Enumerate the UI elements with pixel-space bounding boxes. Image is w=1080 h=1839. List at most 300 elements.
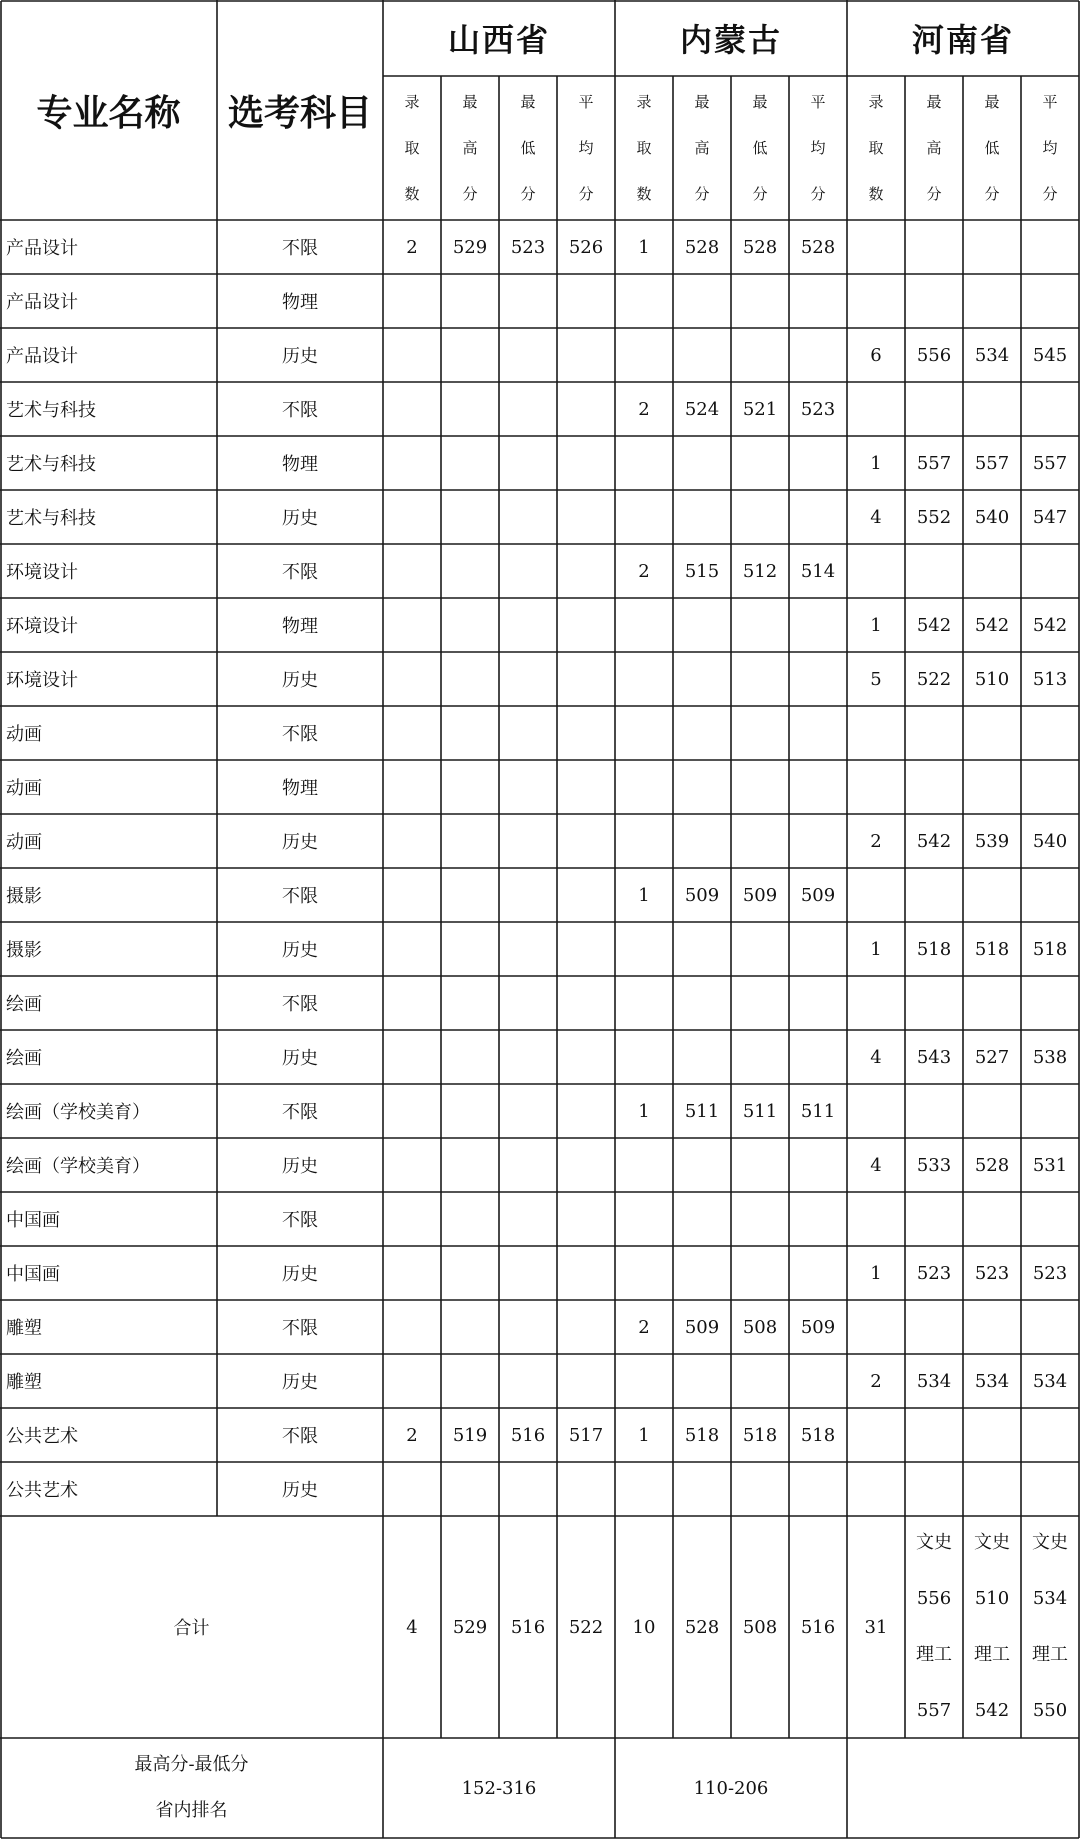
score-cell [557,1246,615,1300]
subcol-header-char: 取 [868,139,884,157]
score-cell [847,1084,905,1138]
subcol-header-char: 均 [1042,139,1058,157]
subject-cell: 不限 [282,1210,318,1231]
score-cell: 510 [974,668,1010,690]
score-cell [1021,1462,1079,1516]
major-cell: 绘画（学校美育） [6,1102,150,1123]
score-cell [383,976,441,1030]
major-cell: 艺术与科技 [6,508,96,529]
total-neimenggu-cell: 528 [684,1616,720,1638]
major-cell: 雕塑 [6,1372,42,1393]
score-cell [1021,976,1079,1030]
score-cell [383,814,441,868]
score-cell [383,760,441,814]
score-cell [441,1138,499,1192]
subject-cell: 历史 [282,670,318,691]
score-cell [963,1408,1021,1462]
major-cell: 产品设计 [6,346,78,367]
score-cell [557,382,615,436]
total-henan-count: 31 [864,1616,888,1638]
score-cell [789,706,847,760]
score-cell [673,1246,731,1300]
score-cell [789,1192,847,1246]
score-cell [557,544,615,598]
total-henan-split-line: 542 [974,1700,1010,1721]
score-cell [789,814,847,868]
score-cell: 521 [742,398,778,420]
total-henan-split-line: 文史 [974,1532,1010,1553]
score-cell: 1 [638,1100,650,1122]
major-cell: 绘画 [6,994,42,1015]
score-cell [499,544,557,598]
score-cell [557,490,615,544]
score-cell [847,544,905,598]
subject-cell: 历史 [282,1156,318,1177]
score-cell: 534 [974,344,1010,366]
score-cell [731,976,789,1030]
score-cell [905,1084,963,1138]
score-cell [383,598,441,652]
subcol-header [847,76,905,220]
score-cell [789,436,847,490]
score-cell [847,1192,905,1246]
subcol-header [557,76,615,220]
subcol-header-char: 分 [926,185,942,203]
score-cell [731,1354,789,1408]
score-cell [499,652,557,706]
score-cell: 508 [742,1316,778,1338]
major-cell: 摄影 [6,886,42,907]
score-cell: 5 [870,668,882,690]
score-cell [615,1462,673,1516]
score-cell [1021,760,1079,814]
total-henan-split-line: 556 [916,1588,952,1609]
province-header-shanxi: 山西省 [447,21,550,59]
score-cell [557,760,615,814]
score-cell [557,598,615,652]
score-cell [731,490,789,544]
score-cell [383,1138,441,1192]
total-henan-split-line: 557 [916,1700,952,1721]
score-cell [557,1138,615,1192]
score-cell: 539 [974,830,1010,852]
score-cell [847,868,905,922]
major-header: 专业名称 [36,92,181,134]
subject-cell: 历史 [282,1480,318,1501]
total-neimenggu-cell: 508 [742,1616,778,1638]
score-cell [963,274,1021,328]
subcol-header-char: 高 [462,139,478,157]
score-cell [441,1192,499,1246]
score-cell [557,1300,615,1354]
score-cell [731,1192,789,1246]
score-cell [963,706,1021,760]
score-cell [441,1462,499,1516]
score-cell [499,760,557,814]
score-cell [557,274,615,328]
score-cell [441,652,499,706]
score-cell [673,760,731,814]
score-cell: 1 [870,938,882,960]
score-cell: 511 [800,1100,836,1122]
total-shanxi-cell: 4 [406,1616,418,1638]
score-cell [673,274,731,328]
subcol-header-char: 录 [636,93,652,111]
subcol-header-char: 分 [520,185,536,203]
score-cell [731,1138,789,1192]
score-cell [963,544,1021,598]
score-cell [963,382,1021,436]
score-cell [557,868,615,922]
subject-cell: 历史 [282,1264,318,1285]
subject-cell: 历史 [282,508,318,529]
score-cell: 1 [870,614,882,636]
score-cell: 534 [916,1370,952,1392]
score-cell: 518 [916,938,952,960]
rank-label [0,1738,383,1838]
score-cell: 523 [916,1262,952,1284]
score-cell [1021,274,1079,328]
score-cell [441,274,499,328]
score-cell [673,490,731,544]
major-cell: 动画 [6,778,42,799]
score-cell [557,436,615,490]
total-henan-split-line: 理工 [1032,1644,1068,1665]
score-cell: 518 [742,1424,778,1446]
score-cell [847,976,905,1030]
total-henan-split-line: 理工 [974,1644,1010,1665]
score-cell: 1 [638,1424,650,1446]
score-cell [963,868,1021,922]
score-cell [383,274,441,328]
total-henan-split-line: 534 [1032,1588,1068,1609]
score-cell [383,544,441,598]
rank-shanxi: 152-316 [461,1777,537,1799]
subcol-header [731,76,789,220]
subject-cell: 历史 [282,832,318,853]
score-cell [499,1030,557,1084]
score-cell [731,1030,789,1084]
score-cell: 523 [510,236,546,258]
score-cell [557,706,615,760]
major-cell: 公共艺术 [6,1426,78,1447]
total-henan-split-line: 理工 [916,1644,952,1665]
subject-cell: 物理 [282,292,318,313]
score-cell [383,1030,441,1084]
score-cell: 509 [684,884,720,906]
score-cell: 540 [1032,830,1068,852]
score-cell [615,760,673,814]
score-cell [731,706,789,760]
subcol-header-char: 高 [926,139,942,157]
score-cell [789,328,847,382]
subject-cell: 不限 [282,1426,318,1447]
subject-cell: 不限 [282,400,318,421]
score-cell: 2 [870,1370,882,1392]
major-cell: 动画 [6,832,42,853]
score-cell: 538 [1032,1046,1068,1068]
major-cell: 动画 [6,724,42,745]
score-cell [557,922,615,976]
score-cell [499,1300,557,1354]
score-cell [383,922,441,976]
subcol-header-char: 低 [520,139,536,157]
total-shanxi-cell: 516 [510,1616,546,1638]
subcol-header [383,76,441,220]
score-cell [789,760,847,814]
subcol-header-char: 最 [520,93,536,111]
subcol-header-char: 数 [404,185,420,203]
score-cell [383,868,441,922]
score-cell [441,868,499,922]
score-cell [731,922,789,976]
score-cell: 2 [638,560,650,582]
score-cell [1021,544,1079,598]
score-cell: 534 [1032,1370,1068,1392]
score-cell: 529 [452,236,488,258]
score-cell: 545 [1032,344,1068,366]
score-cell: 542 [916,830,952,852]
score-cell [383,490,441,544]
score-cell [731,760,789,814]
score-cell: 552 [916,506,952,528]
score-cell [847,706,905,760]
score-cell [499,1354,557,1408]
score-cell [731,436,789,490]
score-cell: 511 [684,1100,720,1122]
major-cell: 环境设计 [6,670,78,691]
score-cell [615,706,673,760]
score-cell [615,1138,673,1192]
score-cell [1021,382,1079,436]
score-cell [615,490,673,544]
subject-cell: 不限 [282,1318,318,1339]
score-cell [673,1192,731,1246]
score-cell [1021,220,1079,274]
major-cell: 艺术与科技 [6,400,96,421]
score-cell: 4 [870,1154,882,1176]
score-cell [847,382,905,436]
score-cell [441,706,499,760]
total-henan-split-line: 510 [974,1588,1010,1609]
subject-cell: 不限 [282,886,318,907]
major-cell: 公共艺术 [6,1480,78,1501]
score-cell [673,814,731,868]
subcol-header-char: 分 [462,185,478,203]
score-cell: 2 [406,1424,418,1446]
score-cell [499,436,557,490]
score-cell [1021,868,1079,922]
score-cell [557,976,615,1030]
score-cell [789,1030,847,1084]
score-cell [789,1138,847,1192]
score-cell [1021,1300,1079,1354]
score-cell: 522 [916,668,952,690]
score-cell: 557 [1032,452,1068,474]
score-cell: 518 [974,938,1010,960]
total-shanxi-cell: 522 [568,1616,604,1638]
total-label: 合计 [173,1618,210,1639]
subject-cell: 不限 [282,724,318,745]
subcol-header-char: 平 [810,93,826,111]
subcol-header-char: 最 [926,93,942,111]
score-cell: 4 [870,506,882,528]
score-cell [441,490,499,544]
score-cell [789,598,847,652]
score-cell [383,1300,441,1354]
score-cell [1021,1408,1079,1462]
score-cell [499,706,557,760]
score-cell [673,1138,731,1192]
score-cell [847,1408,905,1462]
subcol-header [1021,76,1079,220]
score-cell [905,220,963,274]
subcol-header [963,76,1021,220]
score-cell [499,868,557,922]
subcol-header [789,76,847,220]
score-cell: 2 [406,236,418,258]
subcol-header [441,76,499,220]
score-cell [673,706,731,760]
score-cell [905,868,963,922]
score-cell [789,274,847,328]
score-cell [383,1462,441,1516]
subject-cell: 物理 [282,778,318,799]
score-cell [789,652,847,706]
score-cell [963,220,1021,274]
subcol-header-char: 高 [694,139,710,157]
score-cell: 534 [974,1370,1010,1392]
subcol-header-char: 取 [404,139,420,157]
total-henan-split-line: 文史 [1032,1532,1068,1553]
score-cell: 6 [870,344,882,366]
subcol-header [905,76,963,220]
score-cell [905,1462,963,1516]
score-cell [441,1354,499,1408]
score-cell [905,706,963,760]
province-header-neimenggu: 内蒙古 [679,21,782,59]
score-cell [615,1354,673,1408]
score-cell: 557 [916,452,952,474]
score-cell [615,328,673,382]
total-henan-split-line: 550 [1032,1700,1068,1721]
score-cell [847,1462,905,1516]
score-cell [847,1300,905,1354]
rank-label-line1: 最高分-最低分 [134,1754,249,1775]
score-cell [557,1084,615,1138]
score-cell [499,1084,557,1138]
subcol-header-char: 分 [984,185,1000,203]
subject-cell: 物理 [282,616,318,637]
score-cell: 509 [800,884,836,906]
subcol-header-char: 低 [752,139,768,157]
score-cell [963,760,1021,814]
score-cell: 509 [684,1316,720,1338]
score-cell: 542 [974,614,1010,636]
score-cell [441,382,499,436]
score-cell [615,1192,673,1246]
subcol-header [615,76,673,220]
subcol-header-char: 平 [578,93,594,111]
subject-header: 选考科目 [227,92,372,134]
score-cell: 531 [1032,1154,1068,1176]
score-cell [731,814,789,868]
score-cell [557,814,615,868]
subject-cell: 不限 [282,562,318,583]
score-cell [441,760,499,814]
major-cell: 中国画 [6,1264,60,1285]
subject-cell: 历史 [282,1372,318,1393]
score-cell: 509 [800,1316,836,1338]
total-henan-split-cell [905,1516,963,1738]
subject-cell: 不限 [282,1102,318,1123]
subcol-header-char: 最 [462,93,478,111]
score-cell [673,1462,731,1516]
score-cell [441,328,499,382]
score-cell: 526 [568,236,604,258]
total-neimenggu-cell: 10 [632,1616,656,1638]
subject-cell: 不限 [282,238,318,259]
score-cell [383,382,441,436]
score-cell [673,976,731,1030]
score-cell [499,1246,557,1300]
score-cell [905,544,963,598]
subcol-header-char: 分 [694,185,710,203]
subject-cell: 历史 [282,940,318,961]
score-cell [731,598,789,652]
score-cell [615,1246,673,1300]
score-cell [847,220,905,274]
score-cell [383,436,441,490]
score-cell [905,1300,963,1354]
score-cell [673,922,731,976]
score-cell: 527 [974,1046,1010,1068]
rank-henan [847,1738,1079,1838]
subcol-header-char: 平 [1042,93,1058,111]
score-cell [847,274,905,328]
subject-cell: 不限 [282,994,318,1015]
subcol-header-char: 数 [868,185,884,203]
major-cell: 环境设计 [6,562,78,583]
subcol-header-char: 分 [1042,185,1058,203]
subcol-header [673,76,731,220]
subcol-header-char: 录 [404,93,420,111]
score-cell [557,652,615,706]
score-cell [673,652,731,706]
score-cell [499,922,557,976]
score-cell [383,706,441,760]
score-cell [499,328,557,382]
score-cell: 556 [916,344,952,366]
score-cell [615,814,673,868]
subcol-header-char: 取 [636,139,652,157]
score-cell [731,274,789,328]
score-cell [615,436,673,490]
score-cell [499,976,557,1030]
score-cell [1021,1084,1079,1138]
major-cell: 摄影 [6,940,42,961]
score-cell [789,1246,847,1300]
score-cell [615,922,673,976]
score-cell [789,976,847,1030]
score-cell: 2 [638,398,650,420]
score-cell: 509 [742,884,778,906]
score-cell [557,328,615,382]
score-cell [905,760,963,814]
score-cell [673,328,731,382]
subcol-header-char: 均 [578,139,594,157]
major-cell: 绘画 [6,1048,42,1069]
